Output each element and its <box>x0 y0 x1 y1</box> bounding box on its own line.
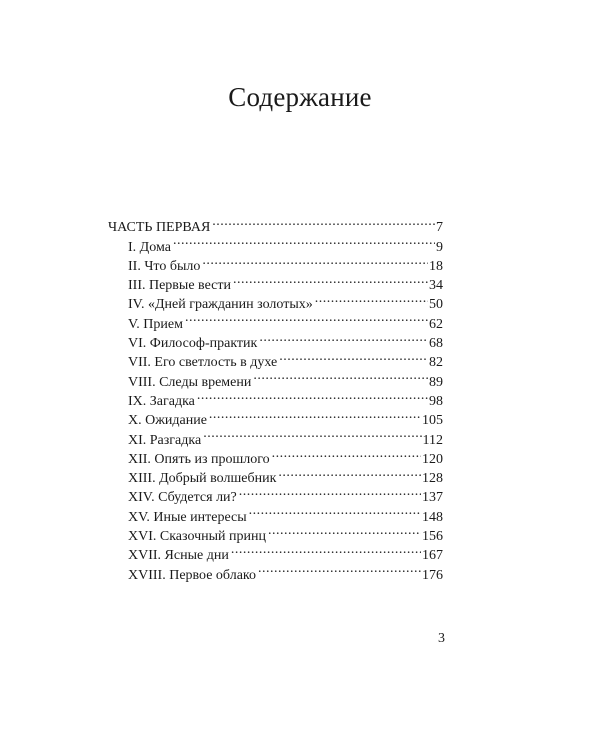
toc-entry-page: 68 <box>429 336 443 352</box>
toc-entry-page: 62 <box>429 316 443 332</box>
toc-part-heading <box>108 212 443 236</box>
toc-entry-page: 137 <box>422 490 443 506</box>
toc-entry-title: V. Прием <box>128 316 183 332</box>
toc-entry-page: 120 <box>422 451 443 467</box>
dot-leader <box>279 347 428 366</box>
toc-entry-title: XVI. Сказочный принц <box>128 529 267 545</box>
dot-leader <box>259 328 428 347</box>
toc-entry-title: II. Что было <box>128 258 201 274</box>
dot-leader <box>233 270 428 289</box>
toc-entry-title: XIII. Добрый волшебник <box>128 471 277 487</box>
toc-entry-title: ЧАСТЬ ПЕРВАЯ <box>108 220 211 236</box>
toc-entry-title: XVIII. Первое облако <box>128 567 256 583</box>
dot-leader <box>203 424 421 443</box>
toc-entry-title: XIV. Сбудется ли? <box>128 490 237 506</box>
toc-entry-title: I. Дома <box>128 239 171 255</box>
toc-entry-title: XI. Разгадка <box>128 432 202 448</box>
page-title: Содержание <box>228 82 372 112</box>
toc-entry-page: 18 <box>429 258 443 274</box>
toc-entry-page: 34 <box>429 278 443 294</box>
page-number: 3 <box>438 631 445 646</box>
dot-leader <box>212 212 435 231</box>
toc-entry-page: 176 <box>422 567 443 583</box>
toc-entry-title: X. Ожидание <box>128 413 207 429</box>
table-of-contents <box>108 212 443 583</box>
toc-entry-page: 148 <box>422 509 443 525</box>
toc-entry-page: 128 <box>422 471 443 487</box>
toc-entry-page: 89 <box>429 374 443 390</box>
toc-entry-page: 9 <box>436 239 443 255</box>
dot-leader <box>209 405 421 424</box>
dot-leader <box>202 251 428 270</box>
dot-leader <box>239 482 421 501</box>
toc-entry-title: VIII. Следы времени <box>128 374 252 390</box>
toc-entry-title: IX. Загадка <box>128 393 195 409</box>
dot-leader <box>278 463 421 482</box>
dot-leader <box>197 386 428 405</box>
toc-entry-page: 82 <box>429 355 443 371</box>
toc-entry-page: 167 <box>422 548 443 564</box>
toc-entry-page: 7 <box>436 220 443 236</box>
toc-entry-title: XVII. Ясные дни <box>128 548 229 564</box>
dot-leader <box>231 540 421 559</box>
dot-leader <box>315 289 428 308</box>
toc-entry-page: 105 <box>422 413 443 429</box>
dot-leader <box>272 444 421 463</box>
toc-entry-title: VI. Философ-практик <box>128 336 258 352</box>
dot-leader <box>249 501 421 520</box>
toc-entry-title: XII. Опять из прошлого <box>128 451 270 467</box>
toc-entry-page: 98 <box>429 393 443 409</box>
dot-leader <box>253 366 428 385</box>
toc-entry-page: 156 <box>422 529 443 545</box>
dot-leader <box>258 559 421 578</box>
toc-entry-title: III. Первые вести <box>128 278 231 294</box>
dot-leader <box>173 231 435 250</box>
dot-leader <box>268 521 421 540</box>
toc-entry-title: IV. «Дней гражданин золотых» <box>128 297 313 313</box>
dot-leader <box>185 308 428 327</box>
toc-entry-title: VII. Его светлость в духе <box>128 355 278 371</box>
toc-entry-page: 50 <box>429 297 443 313</box>
toc-entry-page: 112 <box>422 432 443 448</box>
toc-entry-title: XV. Иные интересы <box>128 509 247 525</box>
